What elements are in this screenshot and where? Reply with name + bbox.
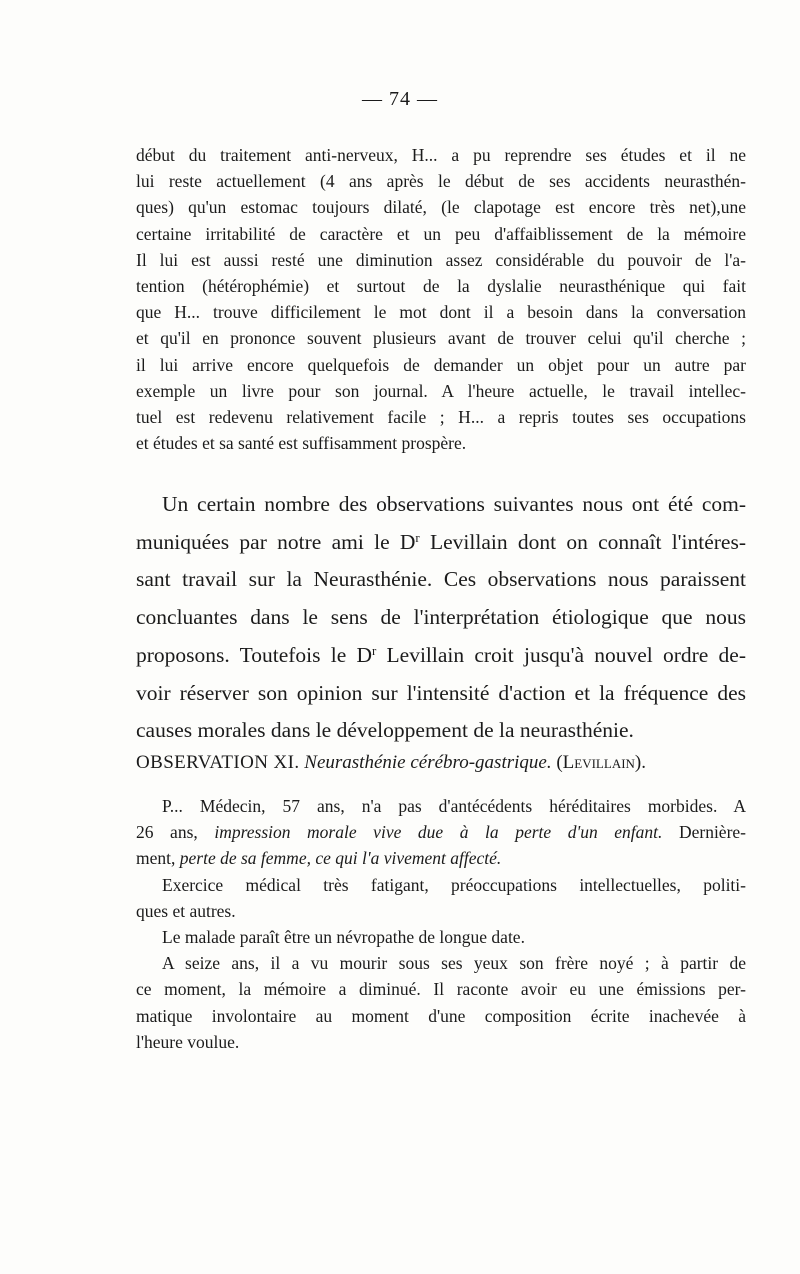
paragraph-continuation xyxy=(136,142,746,456)
text-line: exemple un livre pour son journal. A l'heure actuelle, le travail intellec- xyxy=(136,380,746,401)
text-fragment: 26 ans, xyxy=(136,822,215,843)
text-line: Exercice médical très fatigant, préoccupations intellectuelles, politi- xyxy=(162,874,746,895)
text-line: ques) qu'un estomac toujours dilaté, (le clapotage est encore très net),une xyxy=(136,197,746,218)
text-line: ques et autres. xyxy=(136,900,236,921)
text-fragment: Dernière- xyxy=(662,822,746,843)
text-fragment: muniquées par notre ami le D xyxy=(136,529,416,554)
superscript: r xyxy=(415,530,420,545)
text-fragment: ment, xyxy=(136,848,180,869)
text-line: il lui arrive encore quelquefois de demander un objet pour un autre par xyxy=(136,354,746,375)
text-line: sant travail sur la Neurasthénie. Ces observations nous paraissent xyxy=(136,567,746,592)
text-line: que H... trouve difficilement le mot dont il a besoin dans la conversation xyxy=(136,302,746,323)
superscript: r xyxy=(372,643,377,658)
text-line: causes morales dans le développement de la neurasthénie. xyxy=(136,718,634,743)
text-line: voir réserver son opinion sur l'intensité d'action et la fréquence des xyxy=(136,680,746,705)
text-line: A seize ans, il a vu mourir sous ses yeux son frère noyé ; à partir de xyxy=(162,953,746,974)
italic-fragment: impression morale vive due à la perte d'un enfant. xyxy=(214,822,663,843)
text-line xyxy=(136,524,746,562)
text-line: matique involontaire au moment d'une composition écrite inachevée à xyxy=(136,1005,746,1026)
observation-subtitle: Neurasthénie cérébro-gastrique. xyxy=(304,752,552,773)
observation-body xyxy=(136,793,746,1055)
paragraph-observations-intro xyxy=(136,486,746,750)
text-line: ce moment, la mémoire a diminué. Il raconte avoir eu une émissions per- xyxy=(136,979,746,1000)
page-number: — 74 — xyxy=(362,88,438,110)
text-line: concluantes dans le sens de l'interprétation étiologique que nous xyxy=(136,605,746,630)
text-line: tention (hétérophémie) et surtout de la dyslalie neurasthénique qui fait xyxy=(136,276,746,297)
text-line xyxy=(136,845,746,871)
text-line: Il lui est aussi resté une diminution assez considérable du pouvoir de l'a- xyxy=(136,249,746,270)
observation-author: (Levillain). xyxy=(556,752,646,773)
text-line: certaine irritabilité de caractère et un peu d'affaiblissement de la mémoire xyxy=(136,223,746,244)
text-fragment: proposons. Toutefois le D xyxy=(136,642,372,667)
text-fragment: Levillain dont on connaît l'intéres- xyxy=(419,529,746,554)
text-line: Le malade paraît être un névropathe de longue date. xyxy=(162,927,525,948)
text-line: tuel est redevenu relativement facile ; H... a repris toutes ses occupations xyxy=(136,407,746,428)
observation-label: OBSERVATION XI. xyxy=(136,752,300,773)
italic-fragment: perte de sa femme, ce qui l'a vivement affecté. xyxy=(179,848,502,869)
observation-heading xyxy=(136,752,746,774)
text-line: lui reste actuellement (4 ans après le début de ses accidents neurasthén- xyxy=(136,171,746,192)
text-fragment: Levillain croit jusqu'à nouvel ordre de- xyxy=(376,642,746,667)
text-line xyxy=(136,819,746,845)
text-line: l'heure voulue. xyxy=(136,1031,240,1052)
text-line xyxy=(136,637,746,675)
text-line: P... Médecin, 57 ans, n'a pas d'antécédents héréditaires morbides. A xyxy=(162,796,746,816)
text-line: début du traitement anti-nerveux, H... a pu reprendre ses études et il ne xyxy=(136,145,746,165)
text-line: Un certain nombre des observations suivantes nous ont été com- xyxy=(162,492,746,516)
text-line: et études et sa santé est suffisamment prospère. xyxy=(136,433,467,454)
text-line: et qu'il en prononce souvent plusieurs avant de trouver celui qu'il cherche ; xyxy=(136,328,746,349)
